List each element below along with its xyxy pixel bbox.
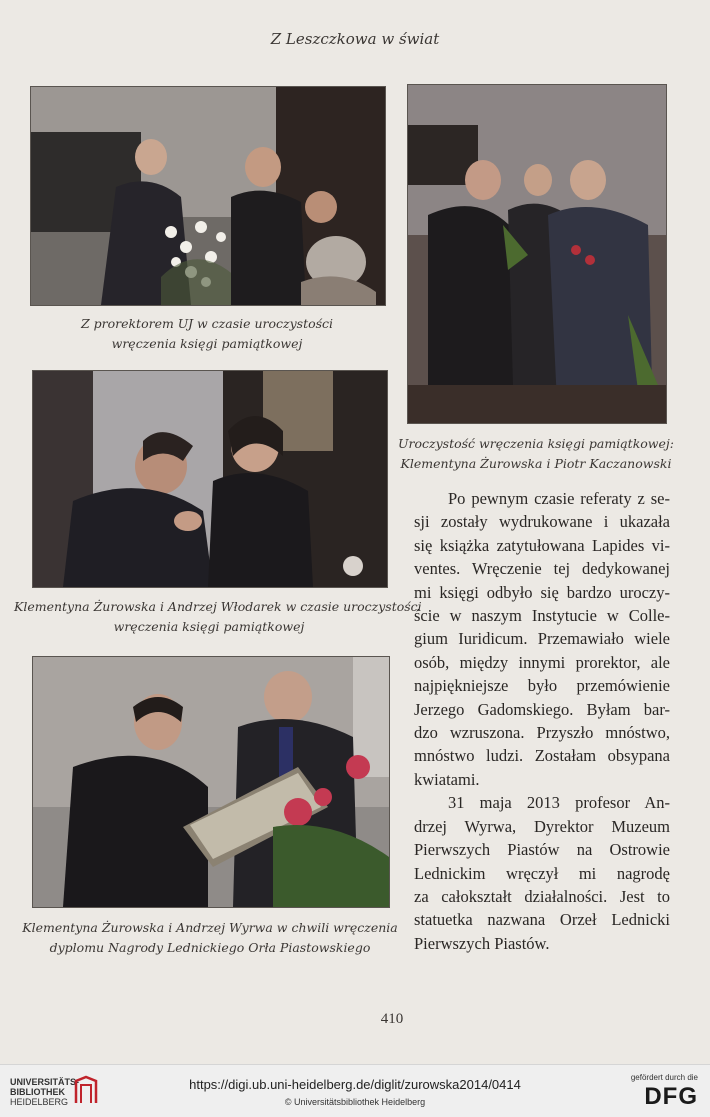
caption-photo4: [20, 918, 400, 958]
body-text: [414, 487, 670, 955]
dfg-logo[interactable]: DFG: [644, 1083, 698, 1110]
text-line: Jerzego Gadomskiego. Byłam bar-: [414, 699, 670, 719]
logo-line: BIBLIOTHEK: [10, 1087, 65, 1097]
photo-wyrwa: [32, 656, 390, 908]
photo-prorector: [30, 86, 386, 306]
caption-line: Klementyna Żurowska i Andrzej Wyrwa w chwili wręczenia: [22, 920, 398, 935]
text-line: mnóstwo ludzi. Zostałam obsypana: [414, 746, 670, 766]
permalink-url[interactable]: https://digi.ub.uni-heidelberg.de/diglit/zurowska2014/0414: [189, 1077, 521, 1092]
caption-photo3: [14, 597, 422, 637]
caption-line: dyplomu Nagrody Lednickiego Orła Piastowskiego: [49, 940, 371, 955]
text-line: dzo wzruszona. Przyszło mnóstwo,: [414, 723, 670, 743]
page-number: 410: [380, 1011, 404, 1027]
text-line: Lednickim wręczył mi nagrodę: [414, 863, 670, 883]
text-line: Pierwszych Piastów na Ostrowie: [414, 840, 670, 860]
caption-line: Z prorektorem UJ w czasie uroczystości: [80, 316, 334, 331]
copyright: © Universitätsbibliothek Heidelberg: [284, 1097, 426, 1107]
text-line: ventes. Wręczenie tej dedykowanej: [414, 559, 670, 579]
text-line: ście w naszym Instytucie w Colle-: [414, 606, 670, 626]
logo-line: HEIDELBERG: [10, 1097, 69, 1107]
text-line: Po pewnym czasie referaty z se-: [448, 489, 670, 508]
text-line: kwiatami.: [414, 769, 480, 789]
running-head: Z Leszczkowa w świat: [270, 30, 440, 48]
photo-wlodarek: [32, 370, 388, 588]
caption-line: Uroczystość wręczenia księgi pamiątkowej:: [398, 436, 674, 451]
text-line: Pierwszych Piastów.: [414, 933, 550, 953]
viewer-footer: [0, 1064, 710, 1117]
text-line: statuetka nazwana Orzeł Lednicki: [414, 910, 670, 930]
caption-line: wręczenia księgi pamiątkowej: [111, 336, 303, 351]
text-line: się książka zatytułowana Lapides vi-: [414, 535, 670, 555]
text-line: najpiękniejsze było przemówienie: [414, 676, 670, 696]
text-line: 31 maja 2013 profesor An-: [448, 793, 670, 813]
caption-photo2: [395, 434, 677, 474]
funded-by-label: gefördert durch die: [630, 1073, 698, 1082]
text-line: sji zostały wydrukowane i ukazała: [414, 512, 670, 532]
caption-photo1: [30, 314, 384, 354]
photo-kaczanowski: [407, 84, 667, 424]
text-line: mi księgi odbyło się bardzo uroczy-: [414, 582, 670, 602]
caption-line: Klementyna Żurowska i Andrzej Włodarek w czasie uroczystości: [14, 599, 422, 614]
logo-line: UNIVERSITÄTS-: [10, 1077, 80, 1087]
caption-line: Klementyna Żurowska i Piotr Kaczanowski: [400, 456, 672, 471]
text-line: osób, między innymi prorektor, ale: [414, 652, 670, 672]
text-line: gium Iuridicum. Przemawiało wiele: [414, 629, 670, 649]
text-line: za całokształt działalności. Jest to: [414, 886, 670, 906]
caption-line: wręczenia księgi pamiątkowej: [113, 619, 305, 634]
text-line: drzej Wyrwa, Dyrektor Muzeum: [414, 816, 670, 836]
